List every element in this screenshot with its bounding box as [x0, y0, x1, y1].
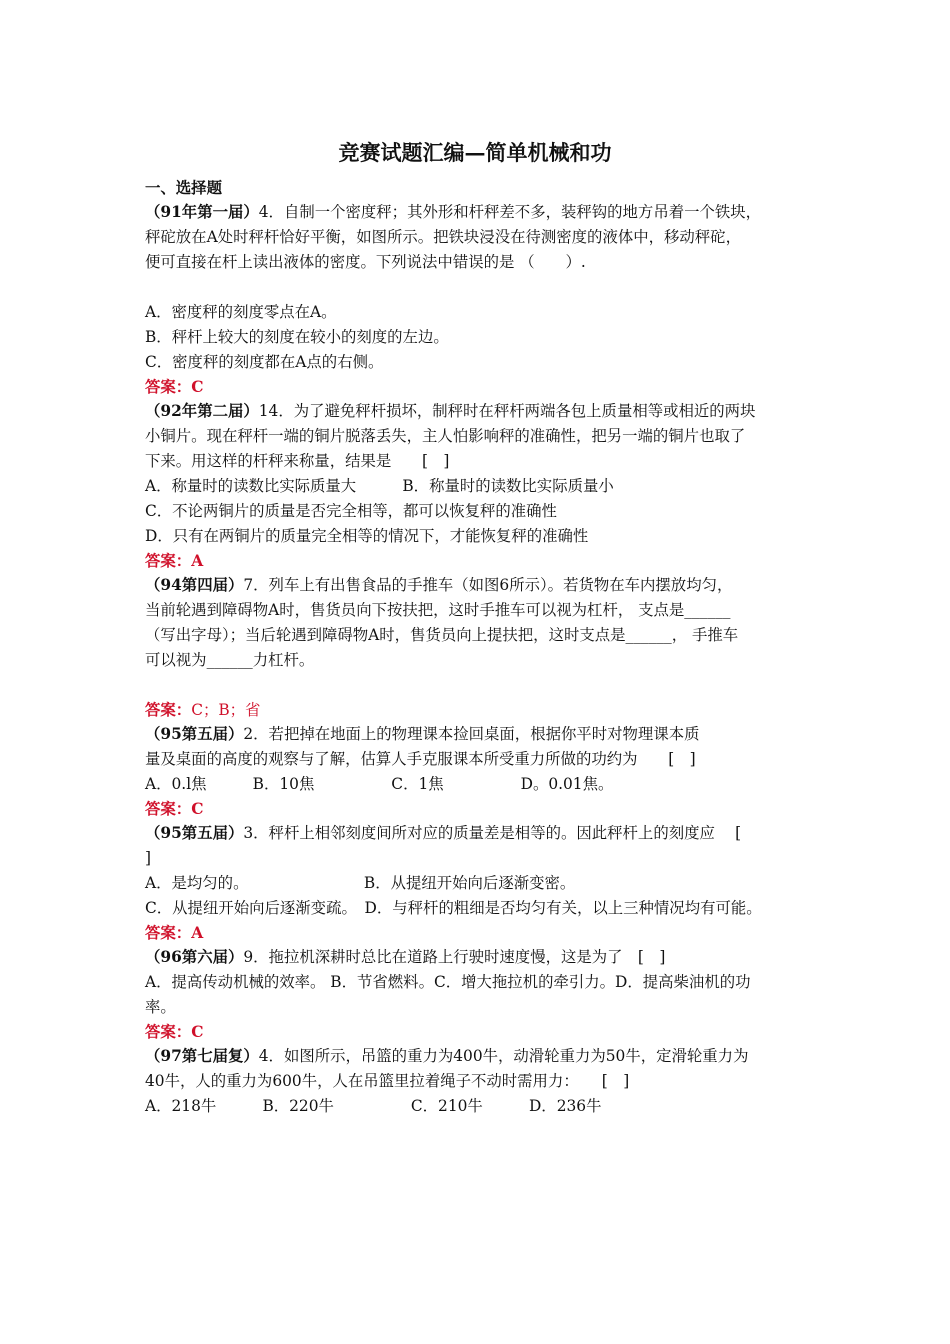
- question-7-tag: （97第七届复）: [145, 1047, 259, 1065]
- question-3-text-line2: 当前轮遇到障碍物A时，售货员向下按扶把，这时手推车可以视为杠杆， 支点是______: [145, 601, 731, 619]
- question-1-answer: [145, 375, 203, 400]
- answer-value: C: [191, 378, 204, 396]
- question-4: [145, 722, 700, 747]
- question-6-text-line3: 率。: [145, 998, 176, 1016]
- question-2-option-c: C．不论两铜片的质量是否完全相等，都可以恢复秤的准确性: [145, 502, 557, 520]
- question-3: [145, 573, 732, 598]
- question-4-options: A．0.l焦 B．10焦 C．1焦 D。0.01焦。: [145, 775, 614, 793]
- answer-value: C；B；省: [191, 701, 261, 719]
- question-2-options-ab: A．称量时的读数比实际质量大 B．称量时的读数比实际质量小: [145, 477, 614, 495]
- answer-value: A: [191, 552, 204, 570]
- question-4-tag: （95第五届）: [145, 725, 244, 743]
- question-5-options-ab: A．是均匀的。 B．从提纽开始向后逐渐变密。: [145, 874, 576, 892]
- question-1-option-b: B．秤杆上较大的刻度在较小的刻度的左边。: [145, 328, 449, 346]
- question-1-option-c: C．密度秤的刻度都在A点的右侧。: [145, 353, 384, 371]
- question-2: [145, 399, 755, 424]
- question-5-options-cd: C．从提纽开始向后逐渐变疏。 D．与秤杆的粗细是否均匀有关，以上三种情况均有可能。: [145, 899, 762, 917]
- question-3-text-line4: 可以视为______力杠杆。: [145, 651, 315, 669]
- question-1-option-a: A．密度秤的刻度零点在A。: [145, 303, 337, 321]
- answer-label: 答案：: [145, 378, 192, 396]
- answer-value: C: [191, 800, 204, 818]
- question-6: [145, 945, 665, 970]
- question-6-answer: [145, 1020, 203, 1045]
- answer-label: 答案：: [145, 552, 192, 570]
- question-1-text-line1: 4．自制一个密度秤；其外形和杆秤差不多，装秤钩的地方吊着一个铁块，: [258, 203, 762, 221]
- question-3-text-line3: （写出字母）；当后轮遇到障碍物A时，售货员向上提扶把，这时支点是______， 手推车: [145, 626, 739, 644]
- question-2-text-line2: 小铜片。现在秤杆一端的铜片脱落丢失，主人怕影响秤的准确性，把另一端的铜片也取了: [145, 427, 746, 445]
- question-2-option-d: D．只有在两铜片的质量完全相等的情况下，才能恢复秤的准确性: [145, 527, 589, 545]
- question-6-text-line1: 9．拖拉机深耕时总比在道路上行驶时速度慢，这是为了 [ ]: [243, 948, 666, 966]
- question-5-text-line2: ]: [145, 849, 152, 867]
- answer-label: 答案：: [145, 800, 192, 818]
- question-5-answer: [145, 921, 203, 946]
- question-1-text-line3: 便可直接在杆上读出液体的密度。下列说法中错误的是 （ ）.: [145, 253, 586, 271]
- question-5: [145, 821, 741, 846]
- answer-label: 答案：: [145, 1023, 192, 1041]
- question-2-text-line1: 14．为了避免秤杆损坏，制秤时在秤杆两端各包上质量相等或相近的两块: [258, 402, 756, 420]
- section-heading: 一、选择题: [145, 179, 222, 197]
- question-7: [145, 1044, 748, 1069]
- answer-value: C: [191, 1023, 204, 1041]
- question-1: [145, 200, 761, 225]
- question-1-tag: （91年第一届）: [145, 203, 259, 221]
- question-5-tag: （95第五届）: [145, 824, 244, 842]
- question-2-answer: [145, 549, 203, 574]
- question-7-text-line1: 4．如图所示，吊篮的重力为400牛，动滑轮重力为50牛，定滑轮重力为: [258, 1047, 749, 1065]
- question-5-text-line1: 3．秤杆上相邻刻度间所对应的质量差是相等的。因此秤杆上的刻度应 [: [243, 824, 742, 842]
- question-7-text-line2: 40牛，人的重力为600牛，人在吊篮里拉着绳子不动时需用力： [ ]: [145, 1072, 630, 1090]
- question-3-tag: （94第四届）: [145, 576, 244, 594]
- answer-value: A: [191, 924, 204, 942]
- question-4-text-line2: 量及桌面的高度的观察与了解，估算人手克服课本所受重力所做的功约为 [ ]: [145, 750, 696, 768]
- question-7-options: A．218牛 B．220牛 C．210牛 D．236牛: [145, 1097, 602, 1115]
- question-6-tag: （96第六届）: [145, 948, 244, 966]
- question-2-tag: （92年第二届）: [145, 402, 259, 420]
- question-2-text-line3: 下来。用这样的杆秤来称量，结果是 [ ]: [145, 452, 450, 470]
- question-1-text-line2: 秤砣放在A处时秤杆恰好平衡，如图所示。把铁块浸没在待测密度的液体中，移动秤砣，: [145, 228, 741, 246]
- document-title: 竞赛试题汇编—简单机械和功: [338, 140, 612, 165]
- answer-label: 答案：: [145, 701, 192, 719]
- question-3-answer: [145, 698, 260, 723]
- question-3-text-line1: 7．列车上有出售食品的手推车（如图6所示）。若货物在车内摆放均匀，: [243, 576, 733, 594]
- question-6-text-line2: A．提高传动机械的效率。 B．节省燃料。C．增大拖拉机的牵引力。D．提高柴油机的功: [145, 973, 751, 991]
- question-4-answer: [145, 797, 203, 822]
- answer-label: 答案：: [145, 924, 192, 942]
- question-4-text-line1: 2．若把掉在地面上的物理课本捡回桌面，根据你平时对物理课本质: [243, 725, 700, 743]
